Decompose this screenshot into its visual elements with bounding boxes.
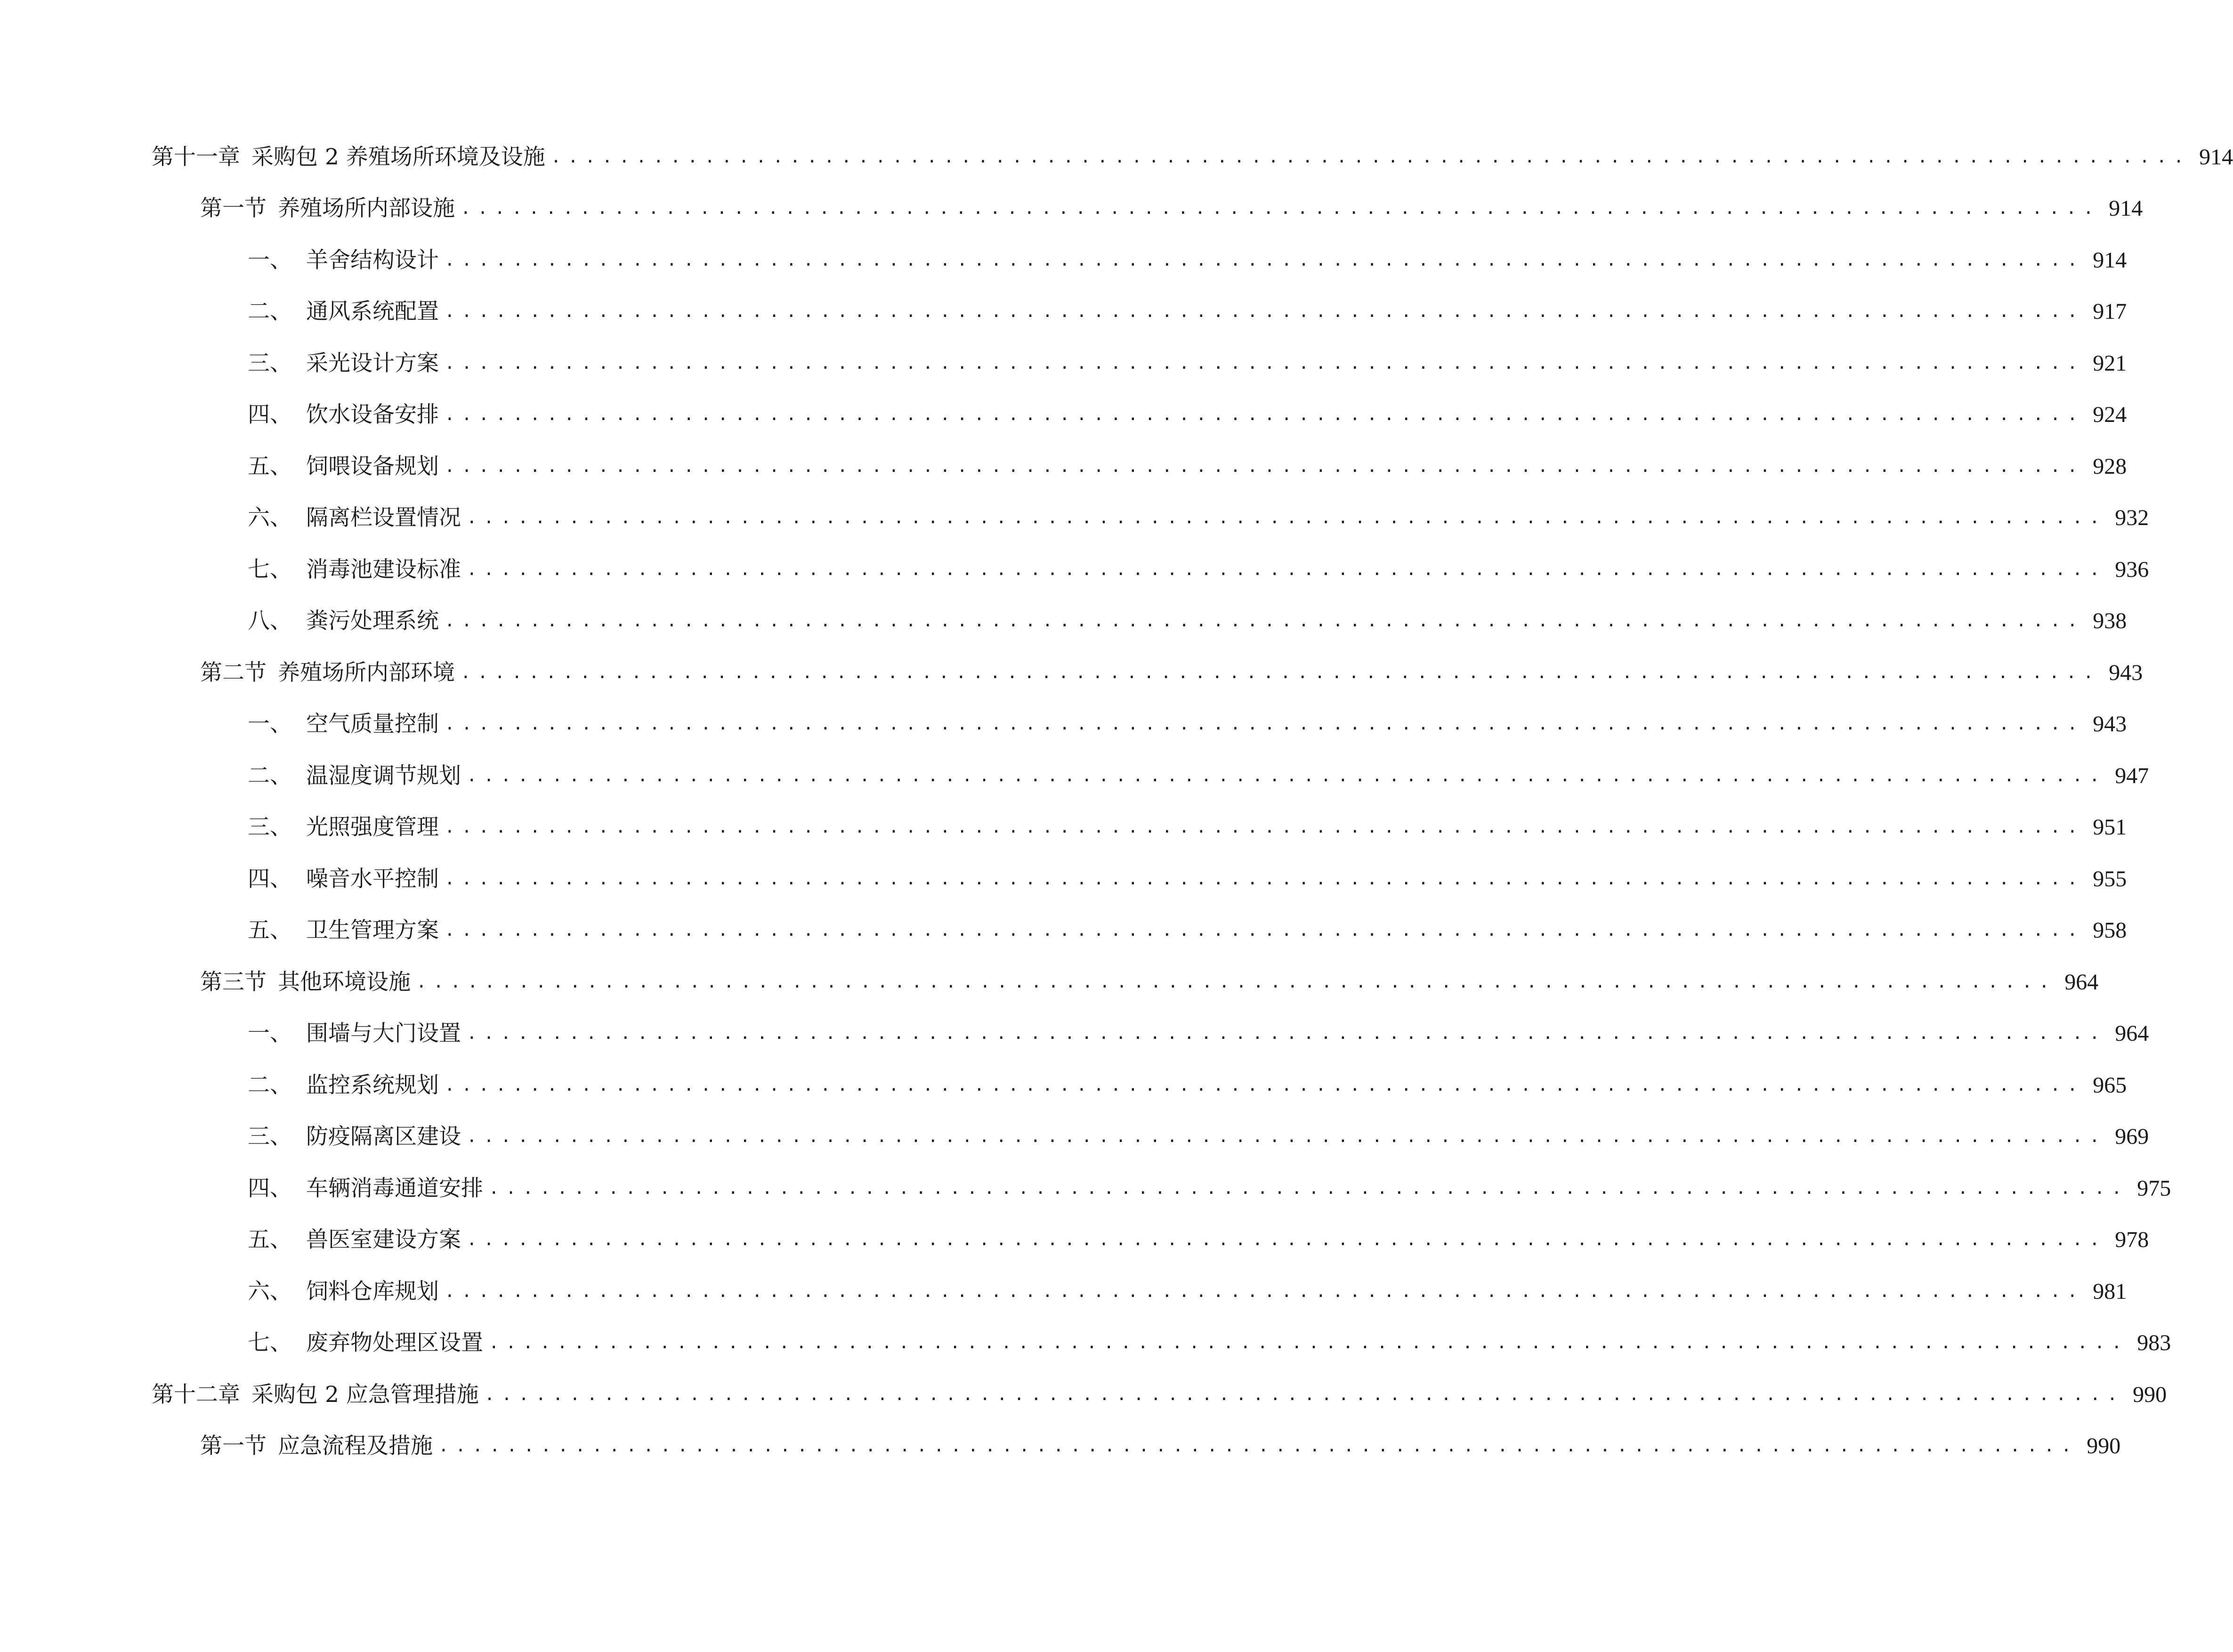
toc-entry-title: 养殖场所内部环境 bbox=[278, 660, 455, 686]
toc-entry-page: 914 bbox=[2093, 248, 2127, 273]
dot-leader: ................................................................................................ bbox=[445, 818, 2085, 837]
toc-entry-title: 养殖场所内部设施 bbox=[278, 195, 455, 221]
toc-entry-page: 965 bbox=[2093, 1073, 2127, 1098]
toc-entry-page: 928 bbox=[2093, 454, 2127, 479]
toc-entry-subsection[interactable] bbox=[248, 499, 2149, 537]
toc-entry-subsection[interactable] bbox=[248, 396, 2127, 434]
toc-entry-title: 温湿度调节规划 bbox=[306, 763, 461, 789]
toc-entry-title: 其他环境设施 bbox=[278, 969, 411, 995]
toc-entry-marker: 二、 bbox=[248, 1072, 292, 1098]
toc-entry-page: 969 bbox=[2115, 1124, 2149, 1149]
toc-entry-title: 空气质量控制 bbox=[306, 711, 439, 737]
toc-entry-title: 饲料仓库规划 bbox=[306, 1279, 439, 1304]
toc-entry-subsection[interactable] bbox=[248, 448, 2127, 486]
toc-entry-page: 958 bbox=[2093, 918, 2127, 943]
dot-leader: ................................................................................................ bbox=[445, 1282, 2085, 1301]
dot-leader: ................................................................................................ bbox=[467, 1230, 2107, 1249]
toc-entry-subsection[interactable] bbox=[248, 1118, 2149, 1156]
toc-entry-title: 噪音水平控制 bbox=[306, 866, 439, 892]
dot-leader: ................................................................................................ bbox=[550, 147, 2191, 167]
dot-leader: ................................................................................................ bbox=[467, 766, 2107, 786]
toc-entry-page: 943 bbox=[2093, 712, 2127, 737]
toc-entry-title: 围墙与大门设置 bbox=[306, 1020, 461, 1046]
toc-entry-title: 饮水设备安排 bbox=[306, 402, 439, 428]
dot-leader: ................................................................................................ bbox=[467, 508, 2107, 527]
toc-entry-page: 975 bbox=[2137, 1176, 2171, 1201]
toc-entry-page: 921 bbox=[2093, 351, 2127, 376]
dot-leader: ................................................................................................ bbox=[445, 1076, 2085, 1095]
dot-leader: ................................................................................................ bbox=[484, 1385, 2125, 1404]
dot-leader: ................................................................................................ bbox=[461, 663, 2101, 682]
dot-leader: ................................................................................................ bbox=[445, 251, 2085, 270]
toc-entry-subsection[interactable] bbox=[248, 1067, 2127, 1104]
toc-entry-subsection[interactable] bbox=[248, 1170, 2171, 1207]
toc-entry-marker: 五、 bbox=[248, 1227, 292, 1253]
toc-entry-page: 955 bbox=[2093, 866, 2127, 891]
toc-entry-title: 采光设计方案 bbox=[306, 350, 439, 376]
toc-entry-page: 932 bbox=[2115, 505, 2149, 530]
toc-entry-title: 隔离栏设置情况 bbox=[306, 505, 461, 531]
dot-leader: ................................................................................................ bbox=[445, 457, 2085, 476]
toc-entry-title: 应急流程及措施 bbox=[278, 1433, 433, 1459]
dot-leader: ................................................................................................ bbox=[467, 1024, 2107, 1043]
toc-entry-subsection[interactable] bbox=[248, 242, 2127, 279]
toc-entry-subsection[interactable] bbox=[248, 912, 2127, 949]
dot-leader: ................................................................................................ bbox=[416, 972, 2056, 992]
toc-entry-marker: 二、 bbox=[248, 299, 292, 324]
toc-entry-marker: 四、 bbox=[248, 866, 292, 892]
dot-leader: ................................................................................................ bbox=[445, 921, 2085, 940]
toc-entry-page: 951 bbox=[2093, 815, 2127, 840]
toc-entry-marker: 一、 bbox=[248, 1020, 292, 1046]
dot-leader: ................................................................................................ bbox=[461, 199, 2101, 218]
toc-entry-title: 粪污处理系统 bbox=[306, 608, 439, 634]
toc-entry-marker: 四、 bbox=[248, 1175, 292, 1201]
dot-leader: ................................................................................................ bbox=[445, 302, 2085, 321]
toc-entry-subsection[interactable] bbox=[248, 809, 2127, 846]
toc-entry-marker: 六、 bbox=[248, 1279, 292, 1304]
toc-entry-page: 917 bbox=[2093, 299, 2127, 324]
toc-entry-marker: 六、 bbox=[248, 505, 292, 531]
toc-entry-marker: 四、 bbox=[248, 402, 292, 428]
dot-leader: ................................................................................................ bbox=[489, 1333, 2129, 1352]
toc-entry-subsection[interactable] bbox=[248, 602, 2127, 640]
toc-entry-chapter[interactable] bbox=[152, 1376, 2167, 1414]
toc-entry-subsection[interactable] bbox=[248, 293, 2127, 331]
toc-entry-marker: 第三节 bbox=[200, 969, 267, 995]
toc-entry-title: 采购包 2 养殖场所环境及设施 bbox=[251, 144, 545, 170]
toc-entry-title: 卫生管理方案 bbox=[306, 917, 439, 943]
toc-entry-subsection[interactable] bbox=[248, 705, 2127, 743]
toc-entry-subsection[interactable] bbox=[248, 345, 2127, 382]
toc-entry-marker: 七、 bbox=[248, 557, 292, 583]
toc-entry-marker: 一、 bbox=[248, 247, 292, 273]
toc-entry-page: 964 bbox=[2064, 970, 2099, 995]
toc-entry-page: 924 bbox=[2093, 402, 2127, 427]
toc-entry-subsection[interactable] bbox=[248, 1273, 2127, 1311]
toc-entry-title: 防疫隔离区建设 bbox=[306, 1124, 461, 1150]
toc-entry-title: 兽医室建设方案 bbox=[306, 1227, 461, 1253]
toc-entry-page: 938 bbox=[2093, 608, 2127, 633]
toc-entry-chapter[interactable] bbox=[152, 138, 2233, 176]
toc-entry-marker: 第十一章 bbox=[152, 144, 240, 170]
toc-entry-page: 981 bbox=[2093, 1279, 2127, 1304]
toc-entry-page: 964 bbox=[2115, 1021, 2149, 1046]
dot-leader: ................................................................................................ bbox=[445, 354, 2085, 373]
toc-entry-marker: 一、 bbox=[248, 711, 292, 737]
toc-entry-page: 978 bbox=[2115, 1227, 2149, 1252]
toc-entry-subsection[interactable] bbox=[248, 1324, 2171, 1362]
toc-entry-marker: 三、 bbox=[248, 350, 292, 376]
toc-entry-marker: 三、 bbox=[248, 1124, 292, 1150]
toc-entry-page: 990 bbox=[2087, 1433, 2121, 1458]
toc-entry-section[interactable] bbox=[200, 1427, 2121, 1465]
toc-entry-title: 羊舍结构设计 bbox=[306, 247, 439, 273]
toc-entry-marker: 五、 bbox=[248, 917, 292, 943]
dot-leader: ................................................................................................ bbox=[467, 560, 2107, 579]
toc-entry-page: 943 bbox=[2109, 660, 2143, 685]
dot-leader: ................................................................................................ bbox=[445, 714, 2085, 734]
toc-entry-title: 监控系统规划 bbox=[306, 1072, 439, 1098]
toc-entry-section[interactable] bbox=[200, 964, 2099, 1001]
toc-entry-marker: 七、 bbox=[248, 1330, 292, 1356]
toc-entry-subsection[interactable] bbox=[248, 1015, 2149, 1053]
toc-entry-marker: 第一节 bbox=[200, 195, 267, 221]
dot-leader: ................................................................................................ bbox=[445, 611, 2085, 631]
toc-entry-section[interactable] bbox=[200, 190, 2143, 227]
toc-entry-marker: 第十二章 bbox=[152, 1382, 240, 1408]
toc-entry-title: 消毒池建设标准 bbox=[306, 557, 461, 583]
toc-entry-title: 采购包 2 应急管理措施 bbox=[251, 1382, 479, 1408]
toc-entry-marker: 三、 bbox=[248, 814, 292, 840]
toc-entry-page: 947 bbox=[2115, 763, 2149, 788]
toc-entry-page: 936 bbox=[2115, 557, 2149, 582]
toc-entry-subsection[interactable] bbox=[248, 757, 2149, 795]
toc-entry-subsection[interactable] bbox=[248, 860, 2127, 898]
toc-entry-marker: 五、 bbox=[248, 453, 292, 479]
toc-entry-marker: 二、 bbox=[248, 763, 292, 789]
toc-entry-subsection[interactable] bbox=[248, 1221, 2149, 1259]
dot-leader: ................................................................................................ bbox=[445, 869, 2085, 889]
toc-entry-title: 废弃物处理区设置 bbox=[306, 1330, 483, 1356]
dot-leader: ................................................................................................ bbox=[489, 1179, 2129, 1198]
dot-leader: ................................................................................................ bbox=[467, 1127, 2107, 1146]
toc-entry-marker: 第一节 bbox=[200, 1433, 267, 1459]
toc-entry-page: 914 bbox=[2109, 196, 2143, 221]
toc-entry-section[interactable] bbox=[200, 654, 2143, 692]
toc-entry-title: 饲喂设备规划 bbox=[306, 453, 439, 479]
toc-entry-marker: 八、 bbox=[248, 608, 292, 634]
toc-entry-title: 光照强度管理 bbox=[306, 814, 439, 840]
toc-entry-title: 通风系统配置 bbox=[306, 299, 439, 324]
toc-entry-page: 914 bbox=[2199, 145, 2233, 170]
toc-entry-subsection[interactable] bbox=[248, 551, 2149, 589]
toc-entry-title: 车辆消毒通道安排 bbox=[306, 1175, 483, 1201]
toc-entry-page: 983 bbox=[2137, 1330, 2171, 1355]
dot-leader: ................................................................................................ bbox=[438, 1436, 2079, 1456]
toc-entry-marker: 第二节 bbox=[200, 660, 267, 686]
dot-leader: ................................................................................................ bbox=[445, 405, 2085, 424]
toc-entry-page: 990 bbox=[2133, 1382, 2167, 1407]
